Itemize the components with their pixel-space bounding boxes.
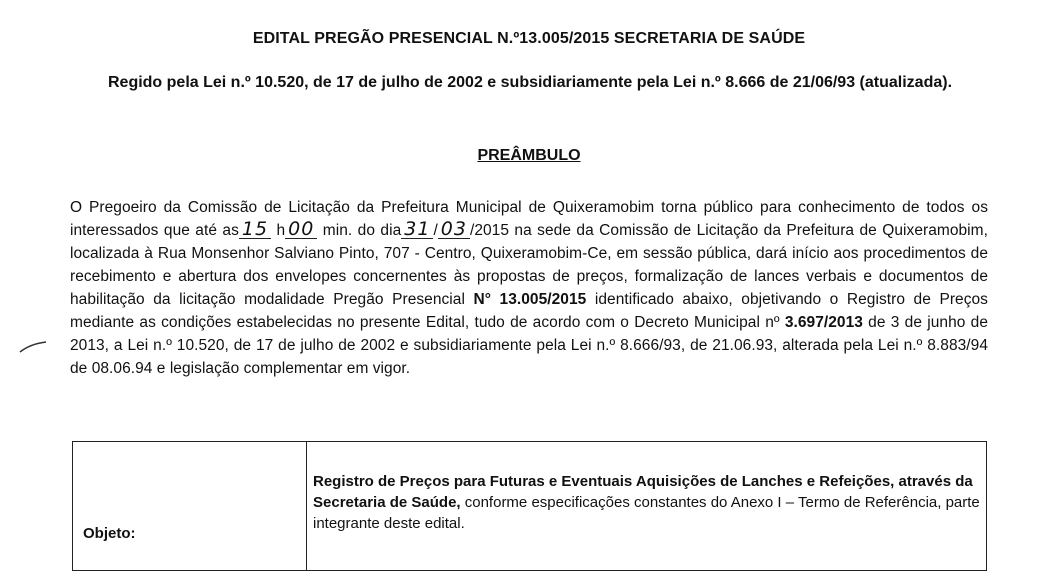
object-value-cell [307,442,987,571]
object-bold-text: Registro de Preços para Futuras e Eventuais Aquisições de Lanches e Refeições, através da Secretaria de Saúde, [313,472,973,511]
preamble-text-2: h [271,222,286,239]
decree-number: 3.697/2013 [784,314,863,331]
preamble-paragraph: O Pregoeiro da Comissão de Licitação da Prefeitura Municipal de Quixeramobim torna público para conhecimento de todos os interessados que até as 15 h 00 min. do dia 31 / 03 /2015 na sede da Comissão de Licitação da Prefeitura de Quixeramobim, localizada à Rua Monsenhor Salviano Pinto, 707 - Centro, Quixeramobim-Ce, em sessão pública, dará início aos procedimentos de recebimento e abertura dos envelopes concernentes às propostas de preços, formalização de lances verbais e documentos de habilitação da licitação modalidade Pregão Presencial N° 13.005/2015 identificado abaixo, objetivando o Registro de Preços mediante as condições estabelecidas no presente Edital, tudo de acordo com o Decreto Municipal nº 3.697/2013 de 3 de junho de 2013, a Lei n.º 10.520, de 17 de julho de 2002 e subsidiariamente pela Lei n.º 8.666/93, de 21.06.93, alterada pela Lei n.º 8.883/94 de 08.06.94 e legislação complementar em vigor. [70,199,988,377]
preamble-text-1: O Pregoeiro da Comissão de Licitação da Prefeitura Municipal de Quixeramobim torna público para conhecimento de todos os interessados que até as [70,199,988,239]
object-table [72,441,987,571]
preamble-text-3: min. do dia [317,222,402,239]
object-label-cell [73,442,307,571]
handwritten-hour: 15 [239,220,271,239]
object-label: Objeto: [83,524,136,542]
document-title: EDITAL PREGÃO PRESENCIAL N.º13.005/2015 SECRETARIA DE SAÚDE [252,30,806,47]
preamble-text-5: identificado abaixo, objetivando o Registro de Preços mediante as condições estabelecidas no presente Edital, tudo de acordo com o Decreto Municipal nº [70,291,988,331]
table-row [73,442,987,571]
preamble-text-4: 2015 na sede da Comissão de Licitação da Prefeitura de Quixeramobim, localizada à Rua Monsenhor Salviano Pinto, 707 - Centro, Quixeramobim-Ce, em sessão pública, dará início aos procedimentos de recebimento e abertura dos envelopes concernentes às propostas de preços, formalização de lances verbais e documentos de habilitação da licitação modalidade Pregão Presencial [70,222,988,308]
handwritten-minute: 00 [285,220,317,239]
section-heading: PREÂMBULO [477,147,581,164]
margin-pen-mark [18,340,48,354]
document-subtitle: Regido pela Lei n.º 10.520, de 17 de julho de 2002 e subsidiariamente pela Lei n.º 8.666 de 21/06/93 (atualizada). [107,74,953,91]
handwritten-month: 03 [438,220,470,239]
handwritten-day: 31 [401,220,433,239]
object-text: conforme especificações constantes do Anexo I – Termo de Referência, parte integrante deste edital. [313,493,980,532]
edital-number: N° 13.005/2015 [473,291,587,308]
preamble-text-6: de 3 de junho de 2013, a Lei n.º 10.520, de 17 de julho de 2002 e subsidiariamente pela Lei n.º 8.666/93, de 21.06.93, alterada pela Lei n.º 8.883/94 de 08.06.94 e legislação complementar em vigor. [70,314,988,377]
